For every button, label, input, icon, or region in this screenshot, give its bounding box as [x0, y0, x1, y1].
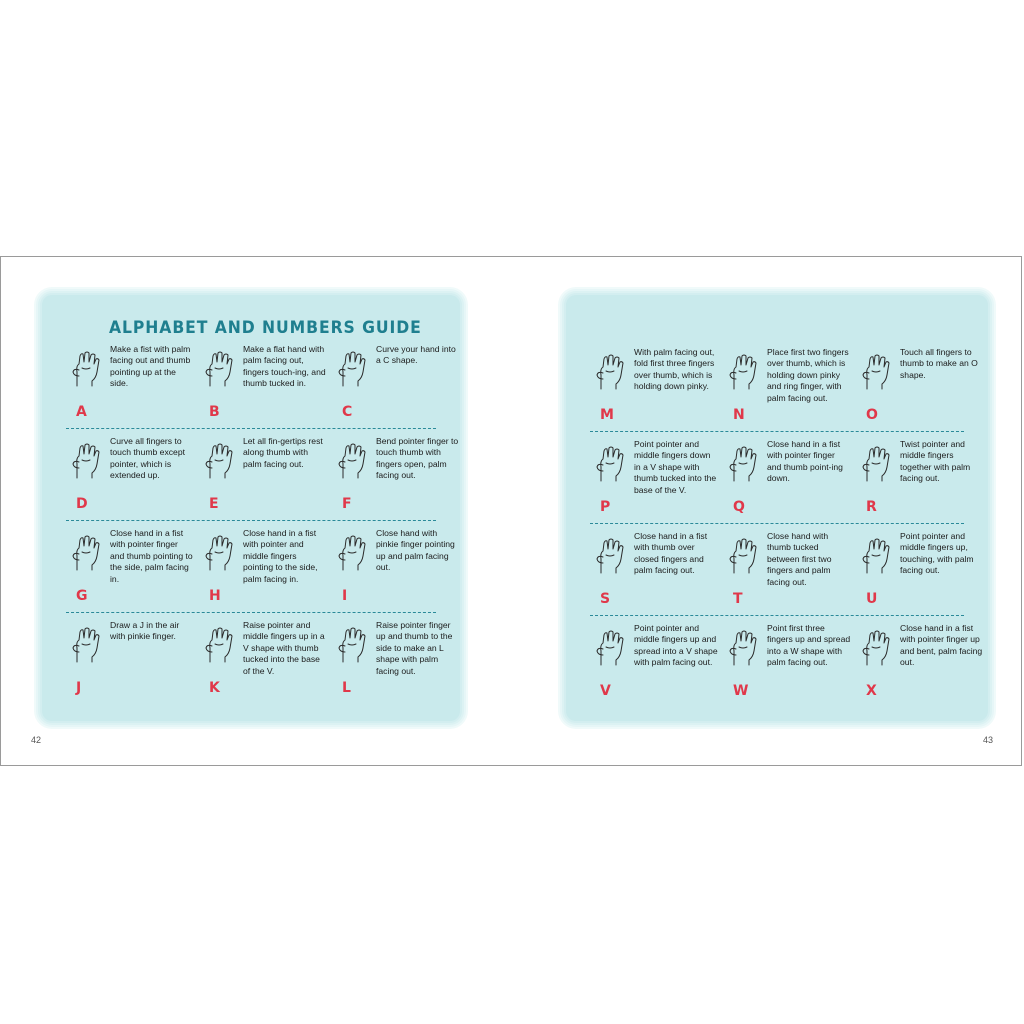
two-up-hand-icon [858, 535, 894, 575]
sign-card-n [723, 347, 853, 435]
sign-card-t [723, 531, 853, 619]
sign-card-f [332, 436, 462, 524]
sign-card-b [199, 344, 329, 432]
crossed-fingers-hand-icon [858, 443, 894, 483]
sign-letter: G [76, 588, 88, 604]
row-divider [66, 428, 436, 429]
guide-panel-left [42, 295, 460, 721]
sign-letter: U [866, 591, 878, 607]
page-number-left: 42 [31, 735, 42, 745]
fist-two-over-hand-icon [725, 351, 761, 391]
sign-description: Draw a J in the air with pinkie finger. [110, 620, 180, 642]
book-spread [0, 256, 1022, 766]
sign-letter: M [600, 407, 614, 423]
sign-letter: I [342, 588, 348, 604]
sign-card-m [590, 347, 720, 435]
sign-letter: Q [733, 499, 745, 515]
sign-letter: O [866, 407, 878, 423]
sign-letter: D [76, 496, 88, 512]
bent-pointer-hand-icon [858, 627, 894, 667]
v-sign-hand-icon [592, 627, 628, 667]
sign-card-j [66, 620, 196, 708]
thumb-tucked-fist-hand-icon [725, 535, 761, 575]
sign-description: Point pointer and middle fingers up and spread into a V shape with palm facing out. [634, 623, 718, 668]
two-fingers-side-hand-icon [201, 532, 237, 572]
row-divider [66, 520, 436, 521]
sign-letter: C [342, 404, 353, 420]
pointer-side-hand-icon [68, 532, 104, 572]
sign-description: Close hand with thumb tucked between first two fingers and palm facing out. [767, 531, 832, 587]
sign-letter: P [600, 499, 611, 515]
sign-card-o [856, 347, 986, 435]
sign-description: Close hand in a fist with pointer finger up and bent, palm facing out. [900, 623, 983, 668]
sign-description: Bend pointer finger to touch thumb with fingers open, palm facing out. [376, 436, 459, 481]
sign-card-d [66, 436, 196, 524]
sign-card-g [66, 528, 196, 616]
sign-letter: K [209, 680, 220, 696]
row-divider [590, 431, 964, 432]
flat-hand-icon [201, 348, 237, 388]
sign-card-c [332, 344, 462, 432]
sign-description: Make a flat hand with palm facing out, fingers touch-ing, and thumb tucked in. [243, 344, 326, 389]
sign-card-r [856, 439, 986, 527]
sign-description: Place first two fingers over thumb, which is holding down pinky and ring finger, with palm facing out. [767, 347, 849, 403]
sign-description: Close hand in a fist with pointer and middle fingers pointing to the side, palm facing in. [243, 528, 318, 584]
sign-description: Point pointer and middle fingers up, touching, with palm facing out. [900, 531, 974, 576]
sign-letter: W [733, 683, 749, 699]
page-number-right: 43 [982, 735, 993, 745]
sign-card-v [590, 623, 720, 711]
guide-panel-right [566, 295, 988, 721]
c-shape-hand-icon [334, 348, 370, 388]
pinkie-up-hand-icon [334, 532, 370, 572]
sign-letter: L [342, 680, 351, 696]
sign-card-l [332, 620, 462, 708]
row-divider [66, 612, 436, 613]
sign-description: Close hand in a fist with pointer finger and thumb point-ing down. [767, 439, 843, 484]
sign-description: Close hand with pinkie finger pointing up and palm facing out. [376, 528, 455, 573]
sign-letter: A [76, 404, 87, 420]
pointer-up-hand-icon [68, 440, 104, 480]
sign-card-p [590, 439, 720, 527]
sign-card-q [723, 439, 853, 527]
sign-letter: F [342, 496, 352, 512]
sign-description: Let all fin-gertips rest along thumb with palm facing out. [243, 436, 323, 469]
sign-card-e [199, 436, 329, 524]
sign-description: With palm facing out, fold first three fingers over thumb, which is holding down pinky. [634, 347, 715, 392]
sign-letter: H [209, 588, 221, 604]
v-down-hand-icon [592, 443, 628, 483]
left-page [1, 257, 512, 765]
sign-letter: S [600, 591, 611, 607]
three-fingers-hand-icon [725, 627, 761, 667]
sign-description: Curve all fingers to touch thumb except pointer, which is extended up. [110, 436, 186, 481]
sign-card-a [66, 344, 196, 432]
sign-card-k [199, 620, 329, 708]
sign-description: Touch all fingers to thumb to make an O shape. [900, 347, 978, 380]
row-divider [590, 615, 964, 616]
sign-letter: X [866, 683, 877, 699]
sign-card-w [723, 623, 853, 711]
fist-hand-icon [592, 535, 628, 575]
guide-title: ALPHABET AND NUMBERS GUIDE [109, 318, 422, 338]
ok-shape-hand-icon [334, 440, 370, 480]
right-page [512, 257, 1023, 765]
sign-card-i [332, 528, 462, 616]
sign-letter: V [600, 683, 611, 699]
sign-description: Make a fist with palm facing out and thumb pointing up at the side. [110, 344, 191, 389]
o-shape-hand-icon [858, 351, 894, 391]
pinkie-j-hand-icon [68, 624, 104, 664]
sign-description: Close hand in a fist with pointer finger and thumb pointing to the side, palm facing in. [110, 528, 193, 584]
sign-description: Curve your hand into a C shape. [376, 344, 456, 366]
sign-description: Raise pointer and middle fingers up in a V shape with thumb tucked into the base of the V. [243, 620, 325, 676]
l-shape-hand-icon [334, 624, 370, 664]
sign-description: Twist pointer and middle fingers together with palm facing out. [900, 439, 971, 484]
fist-thumb-side-hand-icon [68, 348, 104, 388]
sign-letter: J [76, 680, 82, 696]
sign-letter: N [733, 407, 745, 423]
sign-letter: R [866, 499, 877, 515]
sign-card-h [199, 528, 329, 616]
sign-description: Raise pointer finger up and thumb to the side to make an L shape with palm facing out. [376, 620, 453, 676]
sign-card-s [590, 531, 720, 619]
v-thumb-hand-icon [201, 624, 237, 664]
sign-card-x [856, 623, 986, 711]
sign-description: Point first three fingers up and spread into a W shape with palm facing out. [767, 623, 851, 668]
sign-letter: T [733, 591, 743, 607]
row-divider [590, 523, 964, 524]
pointer-down-hand-icon [725, 443, 761, 483]
sign-card-u [856, 531, 986, 619]
sign-description: Close hand in a fist with thumb over closed fingers and palm facing out. [634, 531, 708, 576]
sign-letter: B [209, 404, 220, 420]
curled-fingers-hand-icon [201, 440, 237, 480]
sign-description: Point pointer and middle fingers down in a V shape with thumb tucked into the base of the V. [634, 439, 717, 495]
sign-letter: E [209, 496, 219, 512]
fist-three-over-hand-icon [592, 351, 628, 391]
